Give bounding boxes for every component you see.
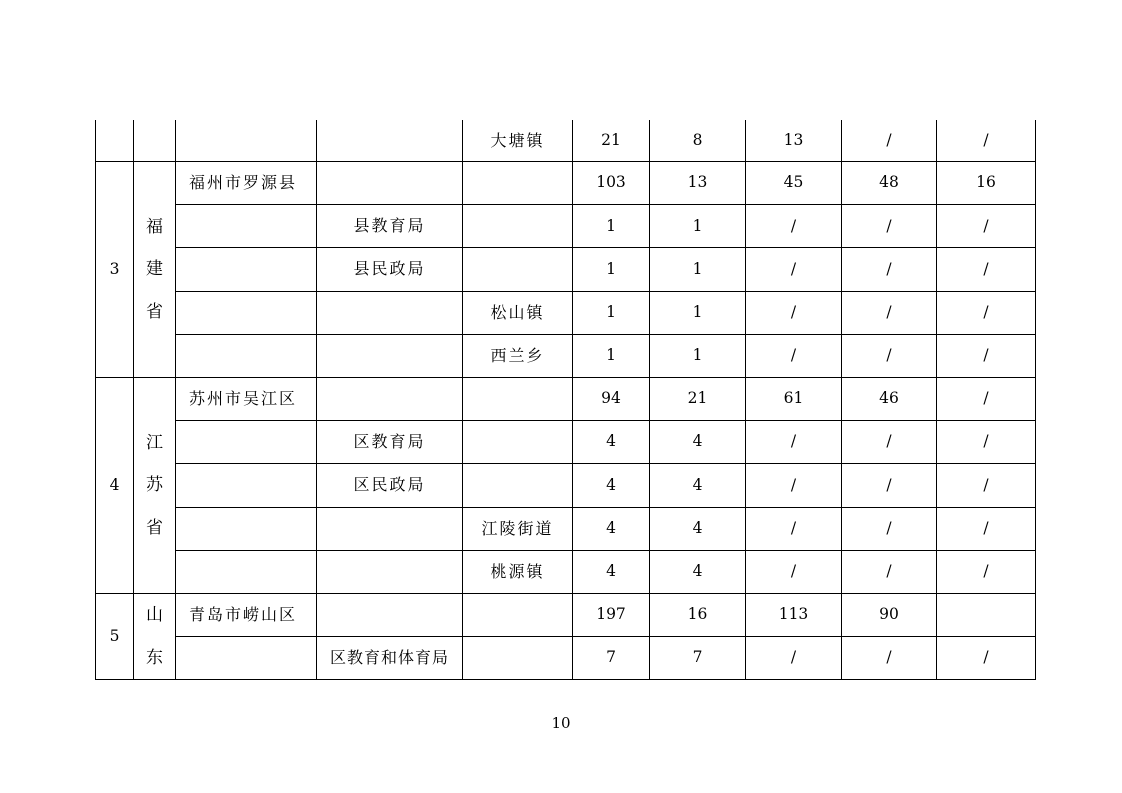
cell-value: 1 [650,205,746,248]
cell-value: 4 [650,550,746,593]
page-number: 10 [551,714,571,732]
cell-value: / [937,291,1036,334]
table-row [96,421,1036,464]
cell-value: / [746,637,842,680]
table-row [96,334,1036,377]
table-row [96,377,1036,420]
table-row [96,248,1036,291]
cell-city [176,334,317,377]
province-char: 建 [146,259,163,280]
cell-value: 48 [842,162,937,205]
cell-value: 4 [573,550,650,593]
cell-town: 大塘镇 [463,120,573,162]
cell-city: 福州市罗源县 [176,162,317,205]
cell-value: / [937,205,1036,248]
cell-town [463,637,573,680]
cell-city: 苏州市吴江区 [176,377,317,420]
table-row [96,550,1036,593]
cell-city [176,464,317,507]
group-index: 5 [96,593,134,679]
cell-town: 西兰乡 [463,334,573,377]
cell-value: 4 [650,507,746,550]
cell-value: / [746,550,842,593]
cell-value: 21 [650,377,746,420]
cell-value: 1 [650,291,746,334]
cell-value: / [842,507,937,550]
cell-department [317,593,463,636]
cell-value: 1 [650,248,746,291]
cell-value: 61 [746,377,842,420]
province-char: 东 [146,647,163,668]
cell-value: / [937,248,1036,291]
cell-value: / [842,464,937,507]
cell-town [463,377,573,420]
cell-department: 区教育局 [317,421,463,464]
cell-value: / [842,637,937,680]
cell-department: 区教育和体育局 [317,637,463,680]
cell-city [176,205,317,248]
cell-value: / [937,334,1036,377]
group-province [134,593,176,679]
table-row [96,162,1036,205]
cell-department [317,507,463,550]
group-province [134,377,176,593]
cell-department: 县教育局 [317,205,463,248]
data-table [95,120,1036,680]
group-province [134,162,176,378]
cell-city: 青岛市崂山区 [176,593,317,636]
cell-value: / [937,550,1036,593]
cell-value: 1 [573,248,650,291]
cell-town [463,248,573,291]
cell-value: / [842,205,937,248]
cell-value: / [937,637,1036,680]
cell-value: / [746,205,842,248]
cell-province [134,120,176,162]
cell-value: / [746,507,842,550]
cell-value: 113 [746,593,842,636]
cell-department [317,291,463,334]
cell-value: / [746,334,842,377]
cell-value: 90 [842,593,937,636]
table-row [96,507,1036,550]
cell-value: 4 [573,464,650,507]
cell-value: 103 [573,162,650,205]
cell-value: 4 [650,421,746,464]
table-row [96,120,1036,162]
cell-town [463,593,573,636]
cell-value: 4 [573,421,650,464]
cell-value: / [842,421,937,464]
table-row [96,205,1036,248]
cell-value [937,593,1036,636]
cell-city [176,421,317,464]
cell-index [96,120,134,162]
cell-value: / [937,464,1036,507]
cell-city [176,637,317,680]
cell-value: / [842,120,937,162]
cell-town: 江陵街道 [463,507,573,550]
group-index: 3 [96,162,134,378]
cell-department: 县民政局 [317,248,463,291]
cell-department [317,334,463,377]
province-char: 山 [146,605,163,626]
cell-value: 7 [650,637,746,680]
cell-value: 94 [573,377,650,420]
cell-value: 1 [573,334,650,377]
cell-city [176,291,317,334]
cell-town: 桃源镇 [463,550,573,593]
cell-value: 197 [573,593,650,636]
cell-city [176,248,317,291]
province-char: 苏 [146,475,163,496]
cell-value: / [937,507,1036,550]
cell-value: / [937,421,1036,464]
province-char: 江 [146,433,163,454]
cell-value: 8 [650,120,746,162]
cell-value: / [937,120,1036,162]
table-row [96,291,1036,334]
cell-value: / [746,464,842,507]
cell-value: 7 [573,637,650,680]
cell-value: 45 [746,162,842,205]
cell-town: 松山镇 [463,291,573,334]
cell-value: / [937,377,1036,420]
cell-department [317,550,463,593]
cell-town [463,421,573,464]
cell-city [176,550,317,593]
cell-value: / [746,291,842,334]
province-char: 福 [146,217,163,238]
cell-value: 13 [746,120,842,162]
cell-value: 13 [650,162,746,205]
cell-value: 1 [650,334,746,377]
cell-value: 21 [573,120,650,162]
cell-value: 4 [650,464,746,507]
cell-department: 区民政局 [317,464,463,507]
province-char: 省 [146,517,163,538]
cell-town [463,162,573,205]
table-row [96,464,1036,507]
cell-city [176,120,317,162]
cell-value: 16 [650,593,746,636]
province-char: 省 [146,301,163,322]
cell-value: / [842,291,937,334]
cell-value: / [842,248,937,291]
group-index: 4 [96,377,134,593]
cell-value: / [842,334,937,377]
cell-department [317,162,463,205]
cell-value: 1 [573,291,650,334]
cell-value: 46 [842,377,937,420]
cell-value: 4 [573,507,650,550]
table-row [96,593,1036,636]
cell-department [317,377,463,420]
table-row [96,637,1036,680]
cell-department [317,120,463,162]
cell-value: / [746,248,842,291]
cell-value: 1 [573,205,650,248]
cell-value: / [746,421,842,464]
cell-city [176,507,317,550]
cell-town [463,464,573,507]
cell-value: / [842,550,937,593]
cell-value: 16 [937,162,1036,205]
cell-town [463,205,573,248]
